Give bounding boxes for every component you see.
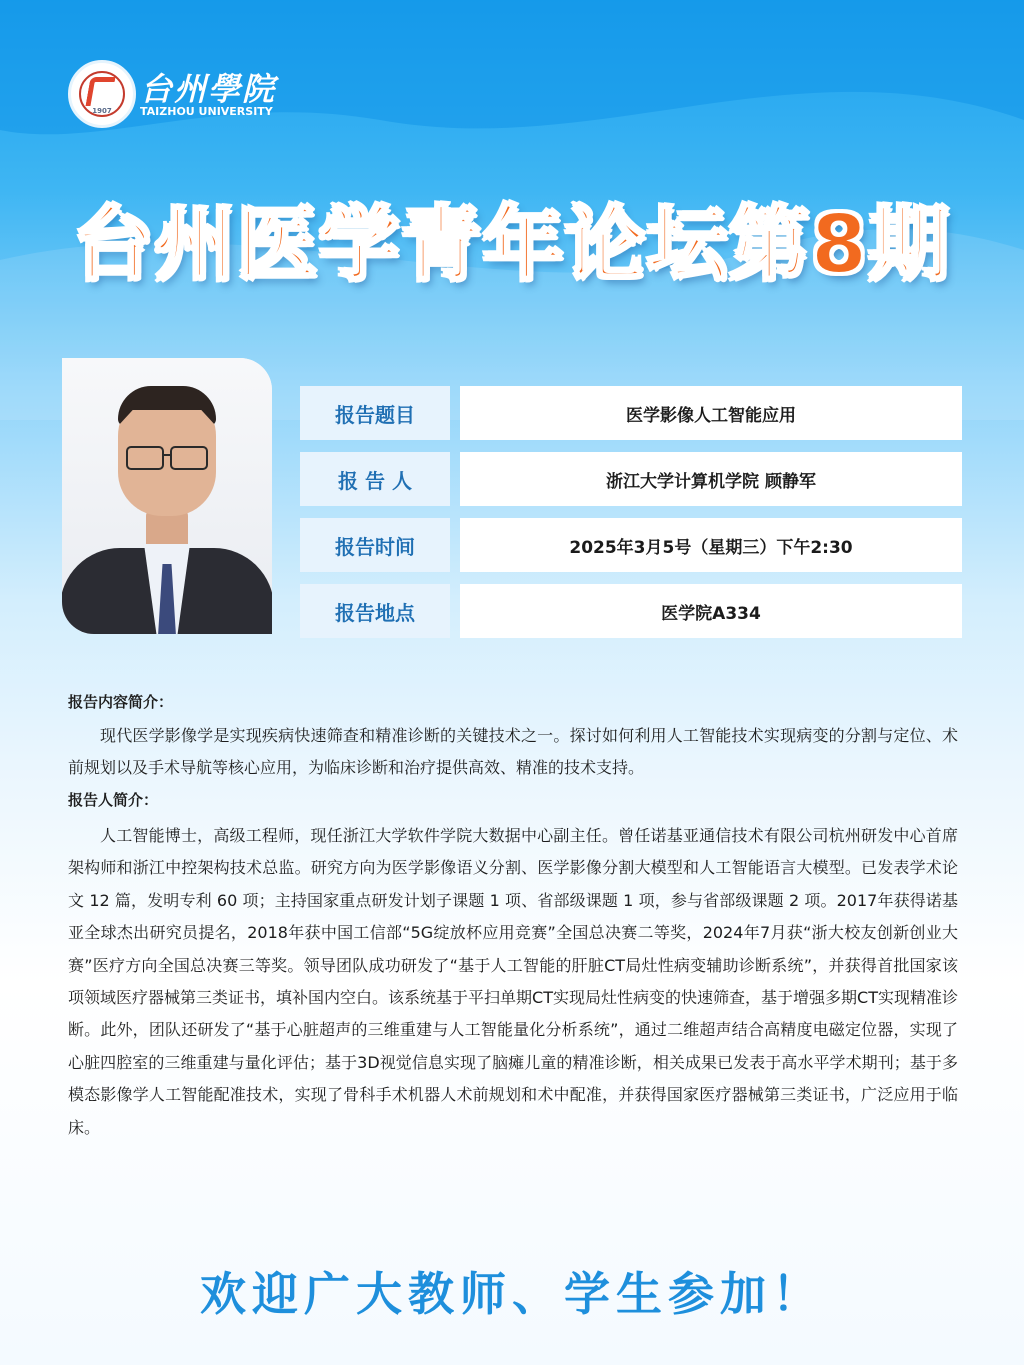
speaker-photo [62,358,272,634]
forum-title: 台州医学青年论坛第8期 [73,198,951,291]
info-label: 报 告 人 [300,452,450,506]
bio-text: 人工智能博士，高级工程师，现任浙江大学软件学院大数据中心副主任。曾任诺基亚通信技术有限公司杭州研发中心首席架构师和浙江中控架构技术总监。研究方向为医学影像语义分割、医学影像分割大模型和人工智能语言大模型。已发表学术论文 12 篇，发明专利 60 项；主持国家重点研发计划子课题 1 项、省部级课题 1 项，参与省部级课题 2 项。2017年获得诺基亚全球杰出研究员提名，2018年获中国工信部“5G绽放杯应用竞赛”全国总决赛二等奖，2024年7月获“浙大校友创新创业大赛”医疗方向全国总决赛三等奖。领导团队成功研发了“基于人工智能的肝脏CT局灶性病变辅助诊断系统”，并获得首批国家该项领域医疗器械第三类证书，填补国内空白。该系统基于平扫单期CT实现局灶性病变的快速筛查，基于增强多期CT实现精准诊断。此外，团队还研发了“基于心脏超声的三维重建与人工智能量化分析系统”，通过二维超声结合高精度电磁定位器，实现了心脏四腔室的三维重建与量化评估；基于3D视觉信息实现了脑瘫儿童的精准诊断，相关成果已发表于高水平学术期刊；基于多模态影像学人工智能配准技术，实现了骨科手术机器人术前规划和术中配准，并获得国家医疗器械第三类证书，广泛应用于临床。 [68,826,958,1137]
university-logo [68,60,298,124]
bio-heading: 报告人简介： [68,791,159,809]
intro-text: 现代医学影像学是实现疾病快速筛查和精准诊断的关键技术之一。探讨如何利用人工智能技术实现病变的分割与定位、术前规划以及手术导航等核心应用，为临床诊断和治疗提供高效、精准的技术支持。 [68,726,958,777]
welcome-banner: 欢迎广大教师、学生参加！ [200,1267,824,1321]
info-value: 医学影像人工智能应用 [460,386,962,440]
university-name-cn: 台州學院 [140,70,277,108]
info-row-topic [300,386,962,440]
info-row-location [300,584,962,638]
info-label: 报告时间 [300,518,450,572]
report-info-table [300,386,962,638]
info-label: 报告题目 [300,386,450,440]
university-name-en: TAIZHOU UNIVERSITY [140,105,273,118]
report-description [68,688,958,1144]
university-seal-icon: 1907 [68,60,136,128]
info-value: 医学院A334 [460,584,962,638]
info-label: 报告地点 [300,584,450,638]
info-value: 2025年3月5号（星期三）下午2:30 [460,518,962,572]
intro-heading: 报告内容简介： [68,693,174,711]
info-row-time [300,518,962,572]
info-value: 浙江大学计算机学院 顾静军 [460,452,962,506]
info-row-speaker [300,452,962,506]
